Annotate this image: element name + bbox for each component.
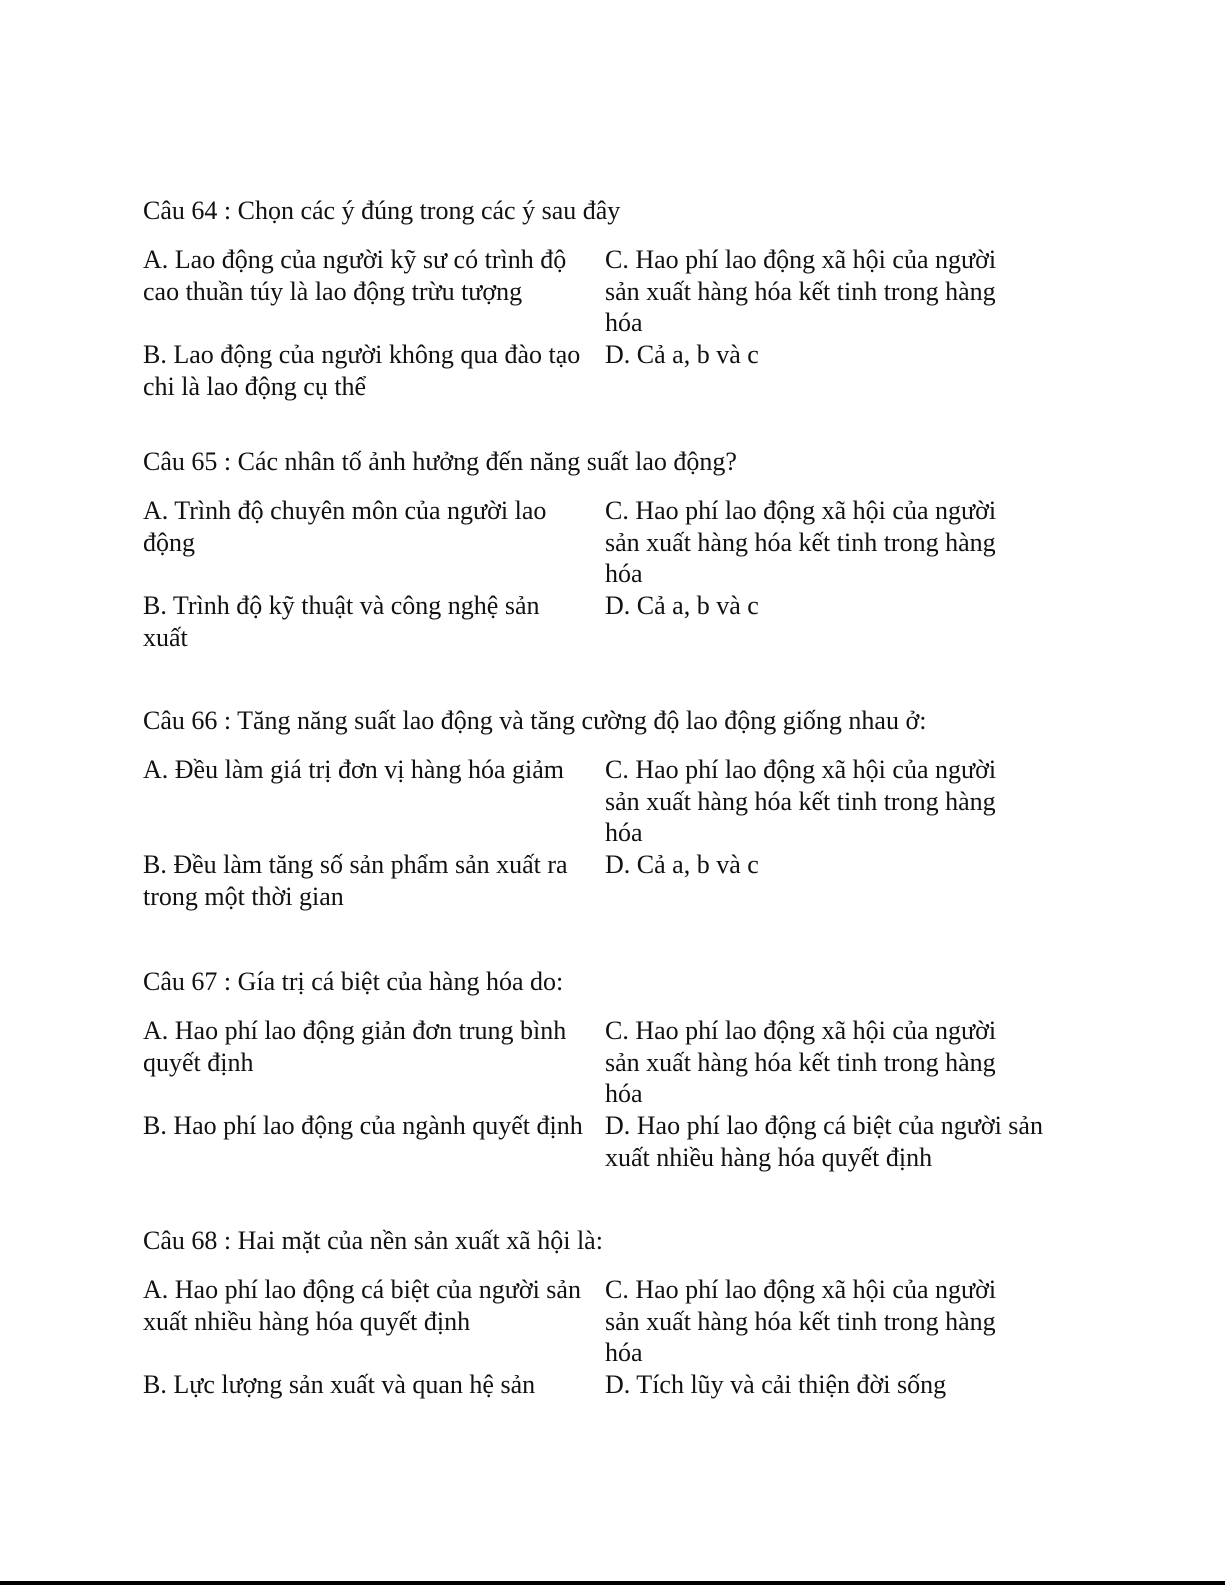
answer-options (143, 244, 1043, 401)
option-d: D. Cả a, b và c (605, 340, 759, 369)
question-title: Câu 66 : Tăng năng suất lao động và tăng cường độ lao động giống nhau ở: (143, 706, 927, 735)
question-66 (143, 705, 1043, 911)
answer-options (143, 1274, 1043, 1404)
option-b: B. Đều làm tăng số sản phẩm sản xuất ra trong một thời gian (143, 850, 568, 911)
option-d: D. Tích lũy và cải thiện đời sống (605, 1370, 947, 1399)
answer-options (143, 495, 1043, 652)
question-64 (143, 195, 1043, 401)
question-title: Câu 67 : Gía trị cá biệt của hàng hóa do: (143, 967, 564, 996)
option-a: A. Hao phí lao động cá biệt của người sản xuất nhiều hàng hóa quyết định (143, 1275, 581, 1336)
question-65 (143, 446, 1043, 652)
question-68 (143, 1225, 1043, 1404)
answer-options (143, 1015, 1043, 1172)
question-67 (143, 966, 1043, 1172)
option-a: A. Trình độ chuyên môn của người lao động (143, 496, 547, 557)
answer-options (143, 754, 1043, 911)
option-c: C. Hao phí lao động xã hội của người sản xuất hàng hóa kết tinh trong hàng hóa (605, 1016, 997, 1108)
option-d: D. Cả a, b và c (605, 850, 759, 879)
option-c: C. Hao phí lao động xã hội của người sản xuất hàng hóa kết tinh trong hàng hóa (605, 755, 997, 847)
question-title: Câu 64 : Chọn các ý đúng trong các ý sau đây (143, 196, 621, 225)
option-c: C. Hao phí lao động xã hội của người sản xuất hàng hóa kết tinh trong hàng hóa (605, 496, 997, 588)
option-c: C. Hao phí lao động xã hội của người sản xuất hàng hóa kết tinh trong hàng hóa (605, 1275, 997, 1367)
option-b: B. Hao phí lao động của ngành quyết định (143, 1111, 583, 1140)
option-d: D. Cả a, b và c (605, 591, 759, 620)
option-b: B. Lao động của người không qua đào tạo chi là lao động cụ thể (143, 340, 581, 401)
option-c: C. Hao phí lao động xã hội của người sản xuất hàng hóa kết tinh trong hàng hóa (605, 245, 997, 337)
option-d: D. Hao phí lao động cá biệt của người sản xuất nhiều hàng hóa quyết định (605, 1111, 1043, 1172)
option-a: A. Lao động của người kỹ sư có trình độ cao thuần túy là lao động trừu tượng (143, 245, 567, 306)
option-a: A. Hao phí lao động giản đơn trung bình quyết định (143, 1016, 567, 1077)
page-bottom-border (0, 1581, 1225, 1585)
question-title: Câu 68 : Hai mặt của nền sản xuất xã hội là: (143, 1226, 603, 1255)
option-b: B. Lực lượng sản xuất và quan hệ sản (143, 1370, 536, 1399)
question-title: Câu 65 : Các nhân tố ảnh hưởng đến năng suất lao động? (143, 447, 737, 476)
option-b: B. Trình độ kỹ thuật và công nghệ sản xuất (143, 591, 540, 652)
option-a: A. Đều làm giá trị đơn vị hàng hóa giảm (143, 755, 564, 784)
